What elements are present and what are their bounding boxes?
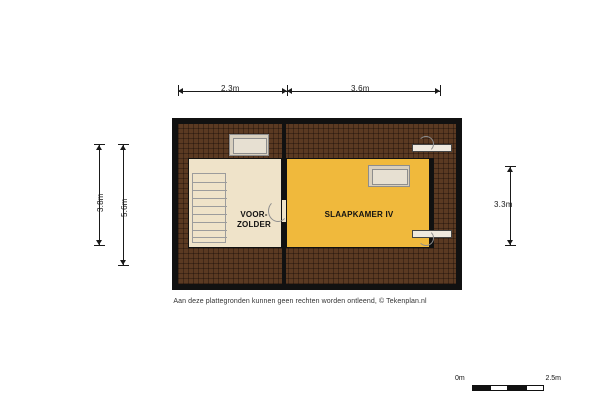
dim-tick-right-bottom [505, 245, 516, 246]
furniture-right-top [368, 165, 410, 187]
room-label-voorzolder-line1: VOOR- [240, 210, 268, 219]
window-swing-bottom [418, 230, 434, 246]
scale-bar-segment-4 [526, 385, 544, 391]
dim-arrow-up-right [507, 167, 513, 172]
room-label-voorzolder-line2: ZOLDER [236, 220, 272, 229]
dim-label-left-outer: 5.6m [120, 198, 129, 217]
scale-bar-segment-2 [490, 385, 508, 391]
dim-arrow-left-1 [178, 88, 183, 94]
furniture-left-top [229, 134, 269, 156]
dim-arrow-down-right [507, 240, 513, 245]
scale-bar-max-label: 2.5m [545, 375, 561, 382]
dim-tick-top-right [440, 85, 441, 96]
dim-label-left-inner: 3.8m [96, 193, 105, 212]
floorplan-outline [172, 118, 462, 290]
dim-arrow-down-outer [120, 260, 126, 265]
staircase [192, 173, 226, 243]
dim-arrow-left-2 [287, 88, 292, 94]
window-swing-top [418, 136, 434, 152]
scale-bar-min-label: 0m [455, 375, 465, 382]
dim-arrow-down-inner [96, 240, 102, 245]
scale-bar-segment-1 [472, 385, 490, 391]
dim-tick-left-inner-bottom [94, 245, 105, 246]
dim-tick-left-outer-bottom [118, 265, 129, 266]
dim-arrow-right-2 [435, 88, 440, 94]
dim-arrow-up-inner [96, 145, 102, 150]
dim-label-right: 3.3m [494, 200, 513, 209]
dim-label-top-right: 3.6m [351, 84, 370, 93]
dim-arrow-up-outer [120, 145, 126, 150]
room-label-slaapkamer-iv: SLAAPKAMER IV [324, 210, 394, 219]
door-swing-voorzolder [268, 200, 288, 222]
scale-bar [455, 375, 561, 394]
dim-label-top-left: 2.3m [221, 84, 240, 93]
scale-bar-segment-3 [508, 385, 526, 391]
disclaimer-text: Aan deze plattegronden kunnen geen rechten worden ontleend, © Tekenplan.nl [173, 298, 427, 305]
